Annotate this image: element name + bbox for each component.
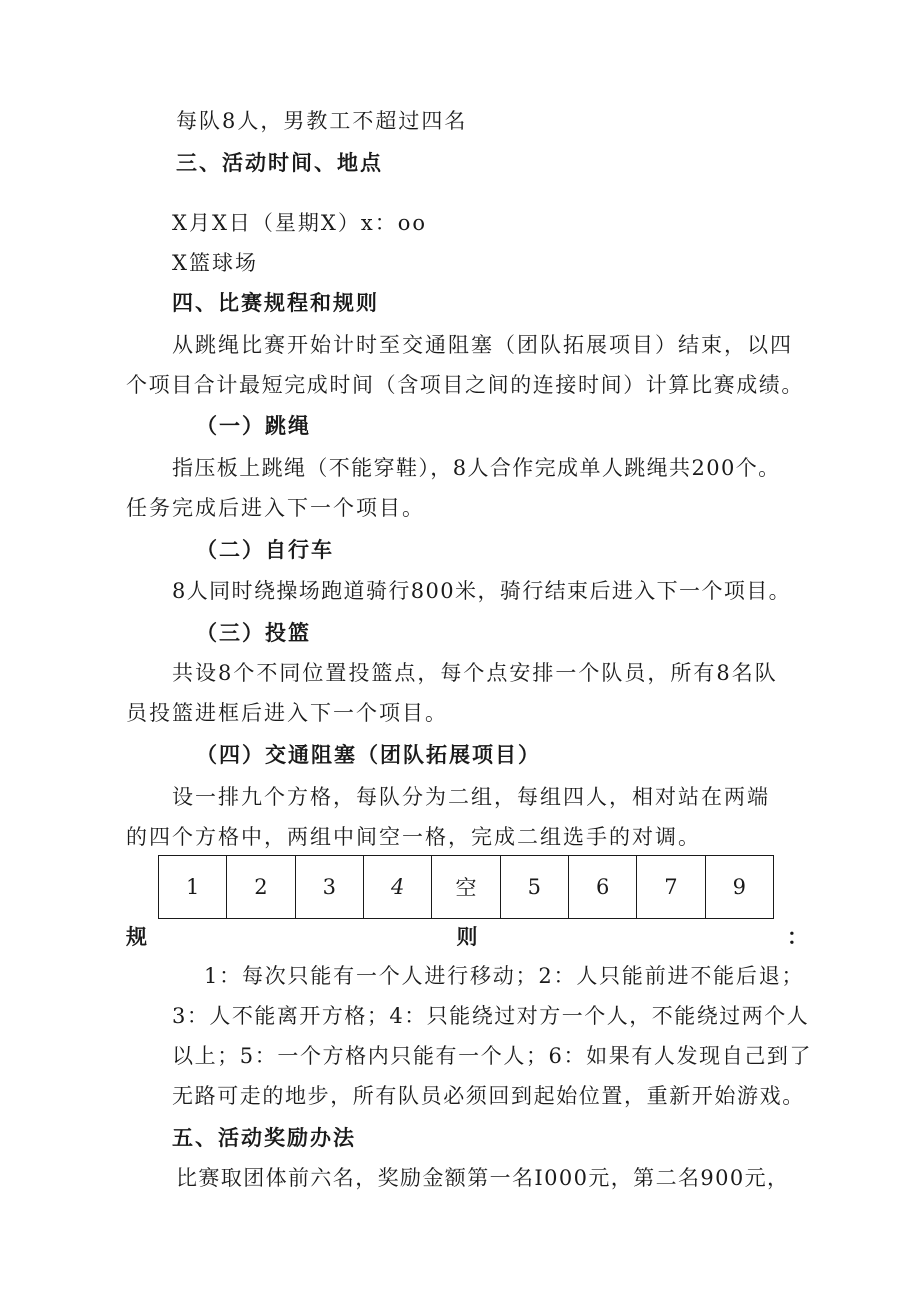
paragraph-line: 的四个方格中，两组中间空一格，完成二组选手的对调。 — [126, 825, 701, 849]
date-text: X月X日（星期X）x：oo — [172, 211, 427, 235]
rules-heading-colon: ： — [787, 925, 808, 949]
grid-cell: 3 — [296, 856, 364, 918]
grid-cell: 2 — [227, 856, 295, 918]
paragraph-line: 设一排九个方格，每队分为二组，每组四人，相对站在两端 — [172, 785, 770, 809]
section-heading-awards: 五、活动奖励办法 — [172, 1126, 356, 1150]
rules-heading-left: 规 — [126, 925, 147, 949]
grid-cell: 5 — [501, 856, 569, 918]
section-heading-rules: 四、比赛规程和规则 — [172, 291, 379, 315]
venue-text: X篮球场 — [172, 251, 258, 275]
paragraph-line: 比赛取团体前六名，奖励金额第一名I000元，第二名900元， — [176, 1166, 790, 1190]
nine-square-grid — [158, 855, 774, 919]
paragraph-line: 个项目合计最短完成时间（含项目之间的连接时间）计算比赛成绩。 — [126, 373, 804, 397]
subsection-heading-basketball: （三）投篮 — [196, 621, 311, 645]
team-size-text: 每队8人，男教工不超过四名 — [176, 109, 468, 133]
rule-line: 1：每次只能有一个人进行移动；2：人只能前进不能后退； — [204, 964, 805, 988]
paragraph-line: 员投篮进框后进入下一个项目。 — [126, 701, 448, 725]
grid-cell: 7 — [637, 856, 705, 918]
paragraph-line: 任务完成后进入下一个项目。 — [126, 496, 425, 520]
grid-cell: 9 — [732, 875, 746, 899]
rule-line: 以上；5：一个方格内只能有一个人；6：如果有人发现自己到了 — [172, 1044, 813, 1068]
rules-heading — [126, 924, 808, 950]
rule-line: 无路可走的地步，所有队员必须回到起始位置，重新开始游戏。 — [172, 1084, 805, 1108]
rule-line: 3：人不能离开方格；4：只能绕过对方一个人，不能绕过两个人 — [172, 1004, 810, 1028]
grid-cell-empty: 空 — [432, 856, 500, 918]
paragraph-line: 共设8个不同位置投篮点，每个点安排一个队员，所有8名队 — [172, 661, 778, 685]
rules-heading-middle: 则 — [456, 925, 478, 949]
grid-cell: 6 — [569, 856, 637, 918]
subsection-heading-bicycle: （二）自行车 — [196, 538, 334, 562]
paragraph-line: 从跳绳比赛开始计时至交通阻塞（团队拓展项目）结束，以四 — [172, 333, 793, 357]
paragraph-line: 指压板上跳绳（不能穿鞋），8人合作完成单人跳绳共200个。 — [172, 456, 781, 480]
subsection-heading-jump-rope: （一）跳绳 — [196, 414, 311, 438]
subsection-heading-traffic-jam: （四）交通阻塞（团队拓展项目） — [196, 743, 541, 767]
grid-cell: 1 — [159, 856, 227, 918]
grid-cell: 4 — [364, 856, 432, 918]
section-heading-time-place: 三、活动时间、地点 — [176, 151, 383, 175]
paragraph-line: 8人同时绕操场跑道骑行800米，骑行结束后进入下一个项目。 — [172, 579, 792, 603]
